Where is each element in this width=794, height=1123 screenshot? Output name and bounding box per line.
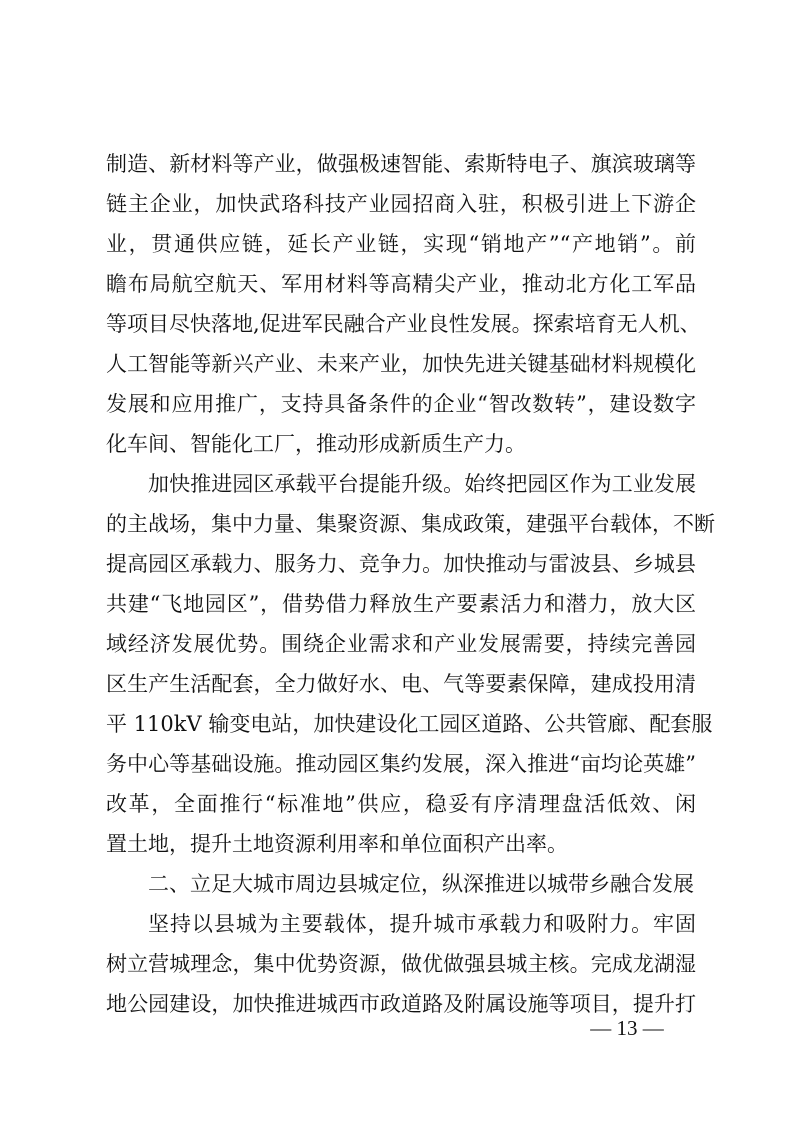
text-line: 树立营城理念，集中优势资源，做优做强县城主核。完成龙湖湿 [106, 952, 696, 976]
text-line: 改革，全面推行“标准地”供应，稳妥有序清理盘活低效、闲 [106, 792, 696, 816]
body-text [106, 144, 715, 1024]
text-line: 平 110kV 输变电站，加快建设化工园区道路、公共管廊、配套服 [106, 712, 713, 736]
text-line: 提高园区承载力、服务力、竞争力。加快推动与雷波县、乡城县 [106, 552, 696, 576]
text-line: 化车间、智能化工厂，推动形成新质生产力。 [106, 432, 526, 456]
text-line: 区生产生活配套，全力做好水、电、气等要素保障，建成投用清 [106, 672, 696, 696]
paragraph [106, 464, 715, 864]
text-line: 业，贯通供应链，延长产业链，实现“销地产”“产地销”。前 [106, 232, 696, 256]
text-line: 坚持以县城为主要载体，提升城市承载力和吸附力。牢固 [148, 912, 696, 936]
text-line: 瞻布局航空航天、军用材料等高精尖产业，推动北方化工军品 [106, 272, 696, 296]
text-line: 共建“飞地园区”，借势借力释放生产要素活力和潜力，放大区 [106, 592, 696, 616]
page-number: — 13 — [590, 1016, 664, 1040]
text-line: 发展和应用推广，支持具备条件的企业“智改数转”，建设数字 [106, 392, 696, 416]
text-line: 人工智能等新兴产业、未来产业，加快先进关键基础材料规模化 [106, 352, 696, 376]
text-line: 加快推进园区承载平台提能升级。始终把园区作为工业发展 [148, 472, 696, 496]
text-line: 链主企业，加快武珞科技产业园招商入驻，积极引进上下游企 [106, 192, 696, 216]
paragraph [106, 864, 696, 904]
text-line: 制造、新材料等产业，做强极速智能、索斯特电子、旗滨玻璃等 [106, 152, 696, 176]
text-line: 二、立足大城市周边县城定位，纵深推进以城带乡融合发展 [148, 872, 694, 896]
text-line: 等项目尽快落地,促进军民融合产业良性发展。探索培育无人机、 [106, 312, 701, 336]
text-line: 域经济发展优势。围绕企业需求和产业发展需要，持续完善园 [106, 632, 696, 656]
paragraph [106, 904, 696, 1024]
text-line: 置土地，提升土地资源利用率和单位面积产出率。 [106, 832, 568, 856]
text-line: 地公园建设，加快推进城西市政道路及附属设施等项目，提升打 [106, 992, 696, 1016]
text-line: 务中心等基础设施。推动园区集约发展，深入推进“亩均论英雄” [106, 752, 696, 776]
text-line: 的主战场，集中力量、集聚资源、集成政策，建强平台载体，不断 [106, 512, 715, 536]
paragraph [106, 144, 701, 464]
